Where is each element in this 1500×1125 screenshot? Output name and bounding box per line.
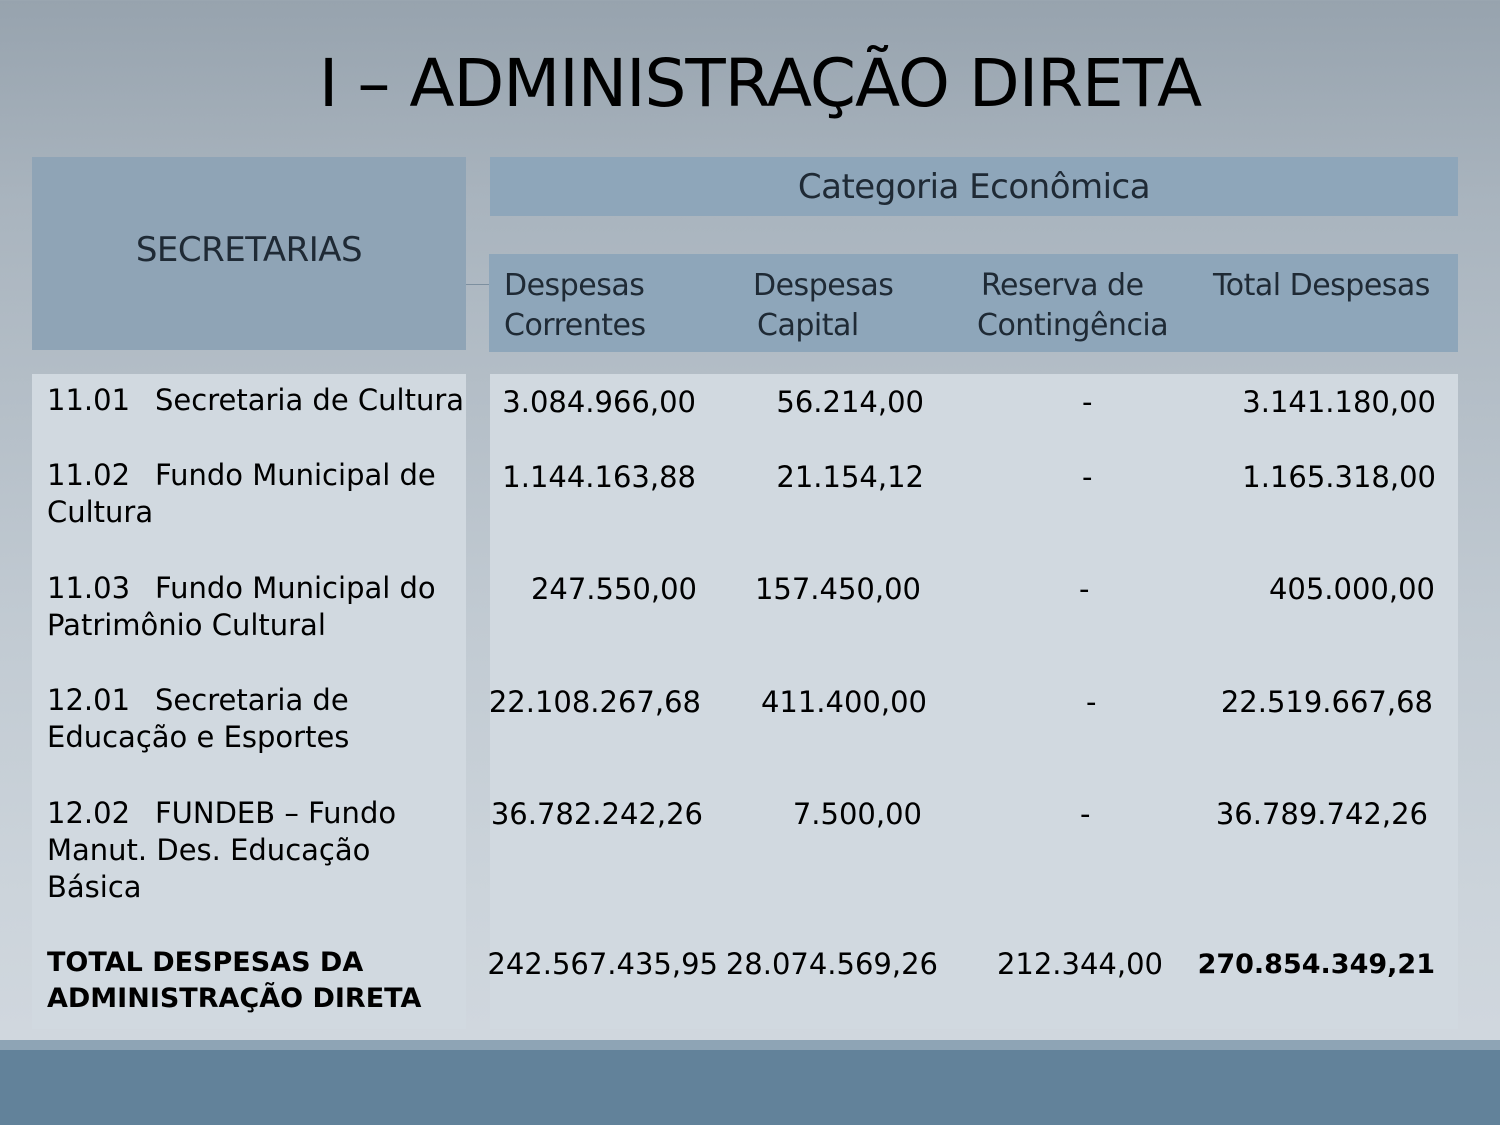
cell-capital: 21.154,12 [776, 460, 924, 494]
row-name-cont: Patrimônio Cultural [47, 608, 326, 642]
cell-reserva: - [1079, 572, 1090, 606]
cell-capital: 7.500,00 [792, 797, 922, 831]
total-capital: 28.074.569,26 [725, 947, 938, 981]
cell-correntes: 247.550,00 [530, 572, 697, 606]
total-label: TOTAL DESPESAS DA ADMINISTRAÇÃO DIRETA [47, 947, 422, 1014]
row-name: Secretaria de Cultura [155, 383, 465, 417]
row-name: Secretaria de [155, 683, 349, 717]
header-connector-line [466, 284, 490, 285]
row-code: 12.01 [47, 683, 131, 717]
table-row-label [47, 457, 467, 531]
total-geral: 270.854.349,21 [1197, 949, 1435, 980]
row-name: Fundo Municipal de [155, 458, 436, 492]
total-correntes: 242.567.435,95 [487, 947, 718, 981]
col-header-correntes: Despesas Correntes [504, 268, 646, 343]
col-header-total: Total Despesas [1213, 268, 1430, 303]
page-title: I – ADMINISTRAÇÃO DIRETA [318, 45, 1202, 122]
secretarias-header: SECRETARIAS [32, 157, 466, 350]
footer-band [0, 1040, 1500, 1050]
row-code: 12.02 [47, 796, 131, 830]
column-headers [489, 254, 1458, 352]
cell-total: 3.141.180,00 [1242, 385, 1436, 419]
row-code: 11.01 [47, 383, 131, 417]
row-name-cont: Educação e Esportes [47, 720, 350, 754]
total-reserva: 212.344,00 [996, 947, 1163, 981]
cell-capital: 56.214,00 [776, 385, 924, 419]
col-header-capital: Despesas Capital [753, 268, 894, 343]
cell-correntes: 36.782.242,26 [490, 797, 703, 831]
col-header-reserva: Reserva de Contingência [977, 268, 1169, 343]
cell-reserva: - [1086, 685, 1097, 719]
table-row-label [47, 682, 467, 756]
cell-correntes: 3.084.966,00 [502, 385, 696, 419]
row-name-cont: Manut. Des. Educação Básica [47, 833, 371, 904]
cell-total: 36.789.742,26 [1215, 797, 1428, 831]
cell-reserva: - [1082, 460, 1093, 494]
table-row-label [47, 795, 467, 906]
cell-total: 405.000,00 [1268, 572, 1435, 606]
row-name: Fundo Municipal do [155, 571, 436, 605]
cell-total: 1.165.318,00 [1242, 460, 1436, 494]
table-row-label [47, 570, 467, 644]
cell-reserva: - [1082, 385, 1093, 419]
cell-reserva: - [1080, 797, 1091, 831]
footer-bar [0, 1050, 1500, 1125]
row-code: 11.02 [47, 458, 131, 492]
cell-correntes: 22.108.267,68 [488, 685, 701, 719]
cell-capital: 411.400,00 [760, 685, 927, 719]
row-name-cont: Cultura [47, 495, 154, 529]
cell-correntes: 1.144.163,88 [502, 460, 696, 494]
table-row-label [47, 382, 467, 419]
categoria-economica-header: Categoria Econômica [490, 157, 1458, 216]
cell-capital: 157.450,00 [754, 572, 921, 606]
cell-total: 22.519.667,68 [1220, 685, 1433, 719]
row-name: FUNDEB – Fundo [155, 796, 397, 830]
row-code: 11.03 [47, 571, 131, 605]
